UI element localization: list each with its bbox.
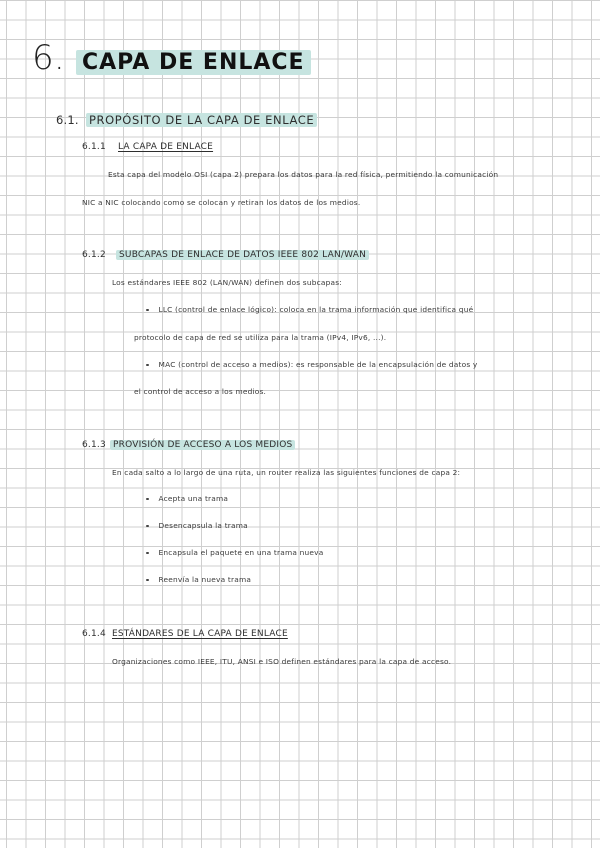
subsection-title: PROVISIÓN DE ACCESO A LOS MEDIOS (110, 440, 295, 450)
subsection-number: 6.1.2 (82, 250, 106, 260)
subsection-number: 6.1.1 (82, 142, 106, 152)
paragraph-line: En cada salto a lo largo de una ruta, un router realiza las siguientes funciones de capa 2: (112, 468, 461, 477)
subsection-number: 6.1.3 (82, 440, 106, 450)
subsection-title: ESTÁNDARES DE LA CAPA DE ENLACE (112, 629, 288, 639)
bullet-icon (146, 364, 149, 367)
bullet-icon (146, 525, 149, 528)
paragraph-line: Esta capa del modelo OSI (capa 2) prepara los datos para la red física, permitiendo la comunicación (108, 170, 499, 179)
bullet-icon (146, 552, 149, 555)
subsection-title: LA CAPA DE ENLACE (118, 142, 214, 152)
list-item-text: Desencapsula la trama (158, 521, 248, 530)
chapter-title: CAPA DE ENLACE (76, 50, 311, 75)
list-item-text: LLC (control de enlace lógico): coloca en la trama información que identifica qué (158, 305, 474, 314)
subsection-title: SUBCAPAS DE ENLACE DE DATOS IEEE 802 LAN/WAN (116, 250, 369, 260)
subsection-number: 6.1.4 (82, 629, 106, 639)
bullet-icon (146, 309, 149, 312)
section-number: 6.1. (56, 113, 79, 127)
list-item (146, 305, 473, 314)
paragraph-line: protocolo de capa de red se utiliza para la trama (IPv4, IPv6, ...). (134, 333, 387, 342)
bullet-icon (146, 498, 149, 501)
list-item (146, 521, 248, 530)
list-item (146, 548, 323, 557)
bullet-icon (146, 579, 149, 582)
list-item-text: Encapsula el paquete en una trama nueva (158, 548, 324, 557)
paragraph-line: Los estándares IEEE 802 (LAN/WAN) definen dos subcapas: (112, 278, 342, 287)
list-item-text: Acepta una trama (158, 494, 229, 503)
list-item (146, 360, 478, 369)
chapter-number: 6. (32, 38, 65, 78)
section-title: PROPÓSITO DE LA CAPA DE ENLACE (86, 113, 317, 127)
list-item (146, 575, 251, 584)
list-item (146, 494, 228, 503)
list-item-text: MAC (control de acceso a medios): es responsable de la encapsulación de datos y (158, 360, 478, 369)
list-item-text: Reenvía la nueva trama (158, 575, 252, 584)
paragraph-line: Organizaciones como IEEE, ITU, ANSI e ISO definen estándares para la capa de acceso. (112, 657, 452, 666)
paragraph-line: NIC a NIC colocando como se colocan y retiran los datos de los medios. (82, 198, 361, 207)
paragraph-line: el control de acceso a los medios. (134, 387, 267, 396)
